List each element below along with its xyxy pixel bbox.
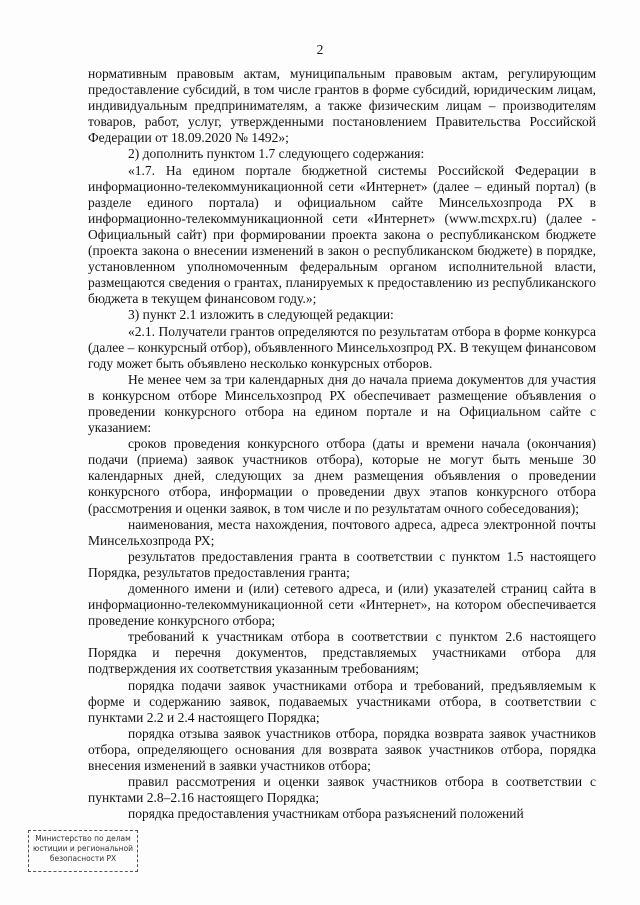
stamp-line: юстиции и региональной [33,844,134,853]
paragraph-3: «1.7. На едином портале бюджетной системы Российской Федерации в информационно-телекоммуникационной сети «Интернет» (далее – единый портал) (в разделе единого портала) и официальном сайте Минсельхозпрода РХ в информационно-телекоммуникационной сети «Интернет» (www.mcxpx.ru) (далее - Официальный сайт) при формировании проекта закона о республиканском бюджете (проекта закона о внесении изменений в закон о республиканском бюджете) в порядке, установленном уполномоченным федеральным органом исполнительной власти, размещаются сведения о грантах, планируемых к предоставлению из республиканского бюджета в текущем финансовом году.»; [88,162,596,307]
stamp-line: Министерство по делам [35,834,131,843]
paragraph-5: «2.1. Получатели грантов определяются по результатам отбора в форме конкурса (далее – конкурсный отбор), объявленного Минсельхозпрод РХ. В текущем финансовом году может быть объявлено несколько конкурсных отборов. [88,323,596,371]
paragraph-1: нормативным правовым актам, муниципальным правовым актам, регулирующим предоставление субсидий, в том числе грантов в форме субсидий, юридическим лицам, индивидуальным предпринимателям, а также физическим лицам – производителям товаров, работ, услуг, утвержденными постановлением Правительства Российской Федерации от 18.09.2020 № 1492»; [88,66,596,146]
stamp-line: безопасности РХ [49,854,117,863]
paragraph-7: сроков проведения конкурсного отбора (даты и времени начала (окончания) подачи (приема) заявок участников отбора), которые не могут быть меньше 30 календарных дней, следующих за днем размещения объявления о проведении конкурсного отбора, информации о проведении двух этапов конкурсного отбора (рассмотрения и оценки заявок, в том числе и по результатам очного собеседования); [88,436,596,516]
paragraph-2: 2) дополнить пунктом 1.7 следующего содержания: [128,146,425,162]
paragraph-14: правил рассмотрения и оценки заявок участников отбора в соответствии с пунктами 2.8–2.16 настоящего Порядка; [88,774,596,806]
page-number: 2 [316,42,324,57]
paragraph-12: порядка подачи заявок участниками отбора и требований, предъявляемым к форме и содержанию заявок, подаваемых участниками отбора, в соответствии с пунктами 2.2 и 2.4 настоящего Порядка; [88,677,596,725]
paragraph-10: доменного имени и (или) сетевого адреса, и (или) указателей страниц сайта в информационно-телекоммуникационной сети «Интернет», на котором обеспечивается проведение конкурсного отбора; [88,581,596,629]
paragraph-11: требований к участникам отбора в соответствии с пунктом 2.6 настоящего Порядка и перечня документов, представляемых участниками отбора для подтверждения их соответствия указанным требованиям; [88,629,596,677]
paragraph-8: наименования, места нахождения, почтового адреса, адреса электронной почты Минсельхозпрода РХ; [88,516,596,548]
paragraph-13: порядка отзыва заявок участников отбора, порядка возврата заявок участников отбора, определяющего основания для возврата заявок участников отбора, порядка внесения изменений в заявки участников отбора; [88,725,596,774]
paragraph-4: 3) пункт 2.1 изложить в следующей редакции: [128,307,394,323]
paragraph-9: результатов предоставления гранта в соответствии с пунктом 1.5 настоящего Порядка, результатов предоставления гранта; [88,548,596,580]
registration-stamp [28,830,138,872]
document-body [88,66,596,822]
paragraph-6: Не менее чем за три календарных дня до начала приема документов для участия в конкурсном отборе Минсельхозпрод РХ обеспечивает размещение объявления о проведении конкурсного отбора на едином портале и на Официальном сайте с указанием: [88,371,596,436]
paragraph-15: порядка предоставления участникам отбора разъяснений положений [128,806,524,822]
